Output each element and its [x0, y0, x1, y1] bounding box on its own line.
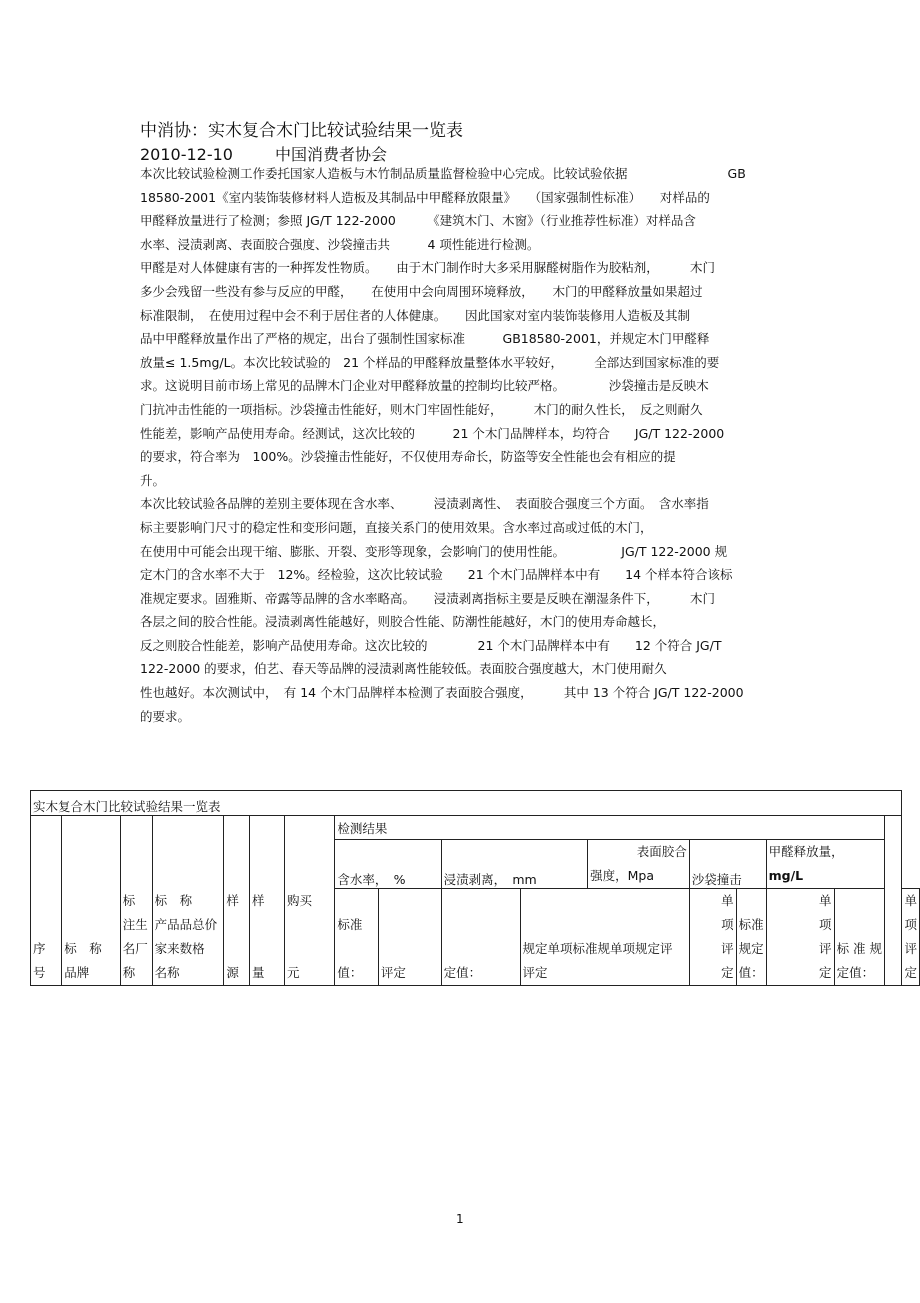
body-line: 定木门的含水率不大于 12%。经检验，这次比较试验 21 个木门品牌样本中有 14 个样本符合该标 — [140, 567, 733, 583]
body-line: 本次比较试验各品牌的差别主要体现在含水率、 浸渍剥离性、 表面胶合强度三个方面。 含水率指 — [140, 496, 709, 512]
body-line: 标主要影响门尺寸的稳定性和变形问题，直接关系门的使用效果。含水率过高或过低的木门， — [140, 519, 653, 535]
col-brand: 标 称 品牌 — [62, 816, 121, 986]
results-table-wrapper — [30, 790, 920, 986]
peel-standard: 定值： — [441, 889, 520, 986]
body-line: 品中甲醛释放量作出了严格的规定，出台了强制性国家标准 GB18580-2001，并规定木门甲醛释 — [140, 331, 710, 347]
col-product: 标 称 产品品总价 家来数格 名称 — [152, 816, 224, 986]
body-line: 甲醛释放量进行了检测；参照 JG/T 122-2000 《建筑木门、木窗》（行业推荐性标准）对样品含 — [140, 213, 696, 229]
document-title: 中消协：实木复合木门比较试验结果一览表 — [140, 121, 463, 141]
body-line: 水率、浸渍剥离、表面胶合强度、沙袋撞击共 4 项性能进行检测。 — [140, 236, 540, 252]
body-line: 放量≤ 1.5mg/L。本次比较试验的 21 个样品的甲醛释放量整体水平较好， 全部达到国家标准的要 — [140, 354, 720, 370]
col-quantity: 样 量 — [249, 816, 284, 986]
body-line: 准规定要求。固雅斯、帝露等品牌的含水率略高。 浸渍剥离指标主要是反映在潮湿条件下， 木门 — [140, 590, 716, 606]
publish-date: 2010-12-10 — [140, 145, 233, 164]
body-line: 各层之间的胶合性能。浸渍剥离性能越好，则胶合性能、防潮性能越好，木门的使用寿命越长， — [140, 614, 666, 630]
moisture-eval: 评定 — [378, 889, 441, 986]
moisture-header: 含水率， % — [335, 840, 441, 889]
body-line: 反之则胶合性能差，影响产品使用寿命。这次比较的 21 个木门品牌样本中有 12 个符合 JG/T — [140, 637, 722, 653]
body-line: 甲醛是对人体健康有害的一种挥发性物质。 由于木门制作时大多采用脲醛树脂作为胶粘剂， 木门 — [140, 260, 716, 276]
body-line: 的要求。 — [140, 708, 191, 724]
col-manufacturer: 标 注生 名厂 称 — [120, 816, 152, 986]
sandbag-header: 沙袋撞击 — [689, 840, 766, 889]
body-line: 门抗冲击性能的一项指标。沙袋撞击性能好，则木门牢固性能好， 木门的耐久性长， 反之则耐久 — [140, 401, 703, 417]
formaldehyde-eval: 单 项 评 定 — [902, 889, 920, 986]
peel-header: 浸渍剥离， mm — [441, 840, 588, 889]
table-caption: 实木复合木门比较试验结果一览表 — [31, 791, 902, 816]
page-number: 1 — [456, 1212, 464, 1226]
moisture-standard: 标准 值： — [335, 889, 379, 986]
formaldehyde-standard: 标 准 规 定值： — [834, 889, 884, 986]
sandbag-eval: 单 项 评 定 — [766, 889, 834, 986]
body-line: 性能差，影响产品使用寿命。经测试，这次比较的 21 个木门品牌样本，均符合 JG/T 122-2000 — [140, 425, 725, 441]
col-seq: 序 号 — [31, 816, 62, 986]
body-line: 122-2000 的要求，伯艺、春天等品牌的浸渍剥离性能较低。表面胶合强度越大，木门使用耐久 — [140, 661, 667, 677]
bond-eval: 单 项 评 定 — [689, 889, 736, 986]
body-line: 在使用中可能会出现干缩、膨胀、开裂、变形等现象，会影响门的使用性能。 JG/T 122-2000 规 — [140, 543, 728, 559]
col-price: 购买 元 — [285, 816, 335, 986]
publisher: 中国消费者协会 — [274, 145, 387, 164]
bond-strength-header: 表面胶合 强度，Mpa — [588, 840, 690, 889]
body-line: 本次比较试验检测工作委托国家人造板与木竹制品质量监督检验中心完成。比较试验依据 GB — [140, 166, 746, 181]
table-edge-cell — [885, 816, 902, 986]
body-line: 性也越好。本次测试中， 有 14 个木门品牌样本检测了表面胶合强度， 其中 13 个符合 JG/T 122-2000 — [140, 685, 744, 701]
body-text — [140, 162, 785, 728]
peel-eval-bond-std: 规定单项标准规单项规定评 评定 — [520, 889, 689, 986]
sandbag-standard: 标准 规定 值： — [736, 889, 766, 986]
formaldehyde-header: 甲醛释放量， mg/L — [766, 840, 884, 889]
body-line: 18580-2001《室内装饰装修材料人造板及其制品中甲醛释放限量》 （国家强制性标准） 对样品的 — [140, 189, 710, 205]
test-results-header: 检测结果 — [335, 816, 885, 840]
body-line: 标准限制， 在使用过程中会不利于居住者的人体健康。 因此国家对室内装饰装修用人造板及其制 — [140, 307, 691, 323]
body-line: 升。 — [140, 472, 166, 488]
body-line: 的要求，符合率为 100%。沙袋撞击性能好，不仅使用寿命长，防盗等安全性能也会有相应的提 — [140, 449, 676, 465]
body-line: 求。这说明目前市场上常见的品牌木门企业对甲醛释放量的控制均比较严格。 沙袋撞击是反映木 — [140, 378, 709, 394]
results-table — [30, 790, 920, 986]
col-sample-source: 样 源 — [224, 816, 250, 986]
body-line: 多少会残留一些没有参与反应的甲醛， 在使用中会向周围环境释放， 木门的甲醛释放量如果超过 — [140, 283, 703, 299]
